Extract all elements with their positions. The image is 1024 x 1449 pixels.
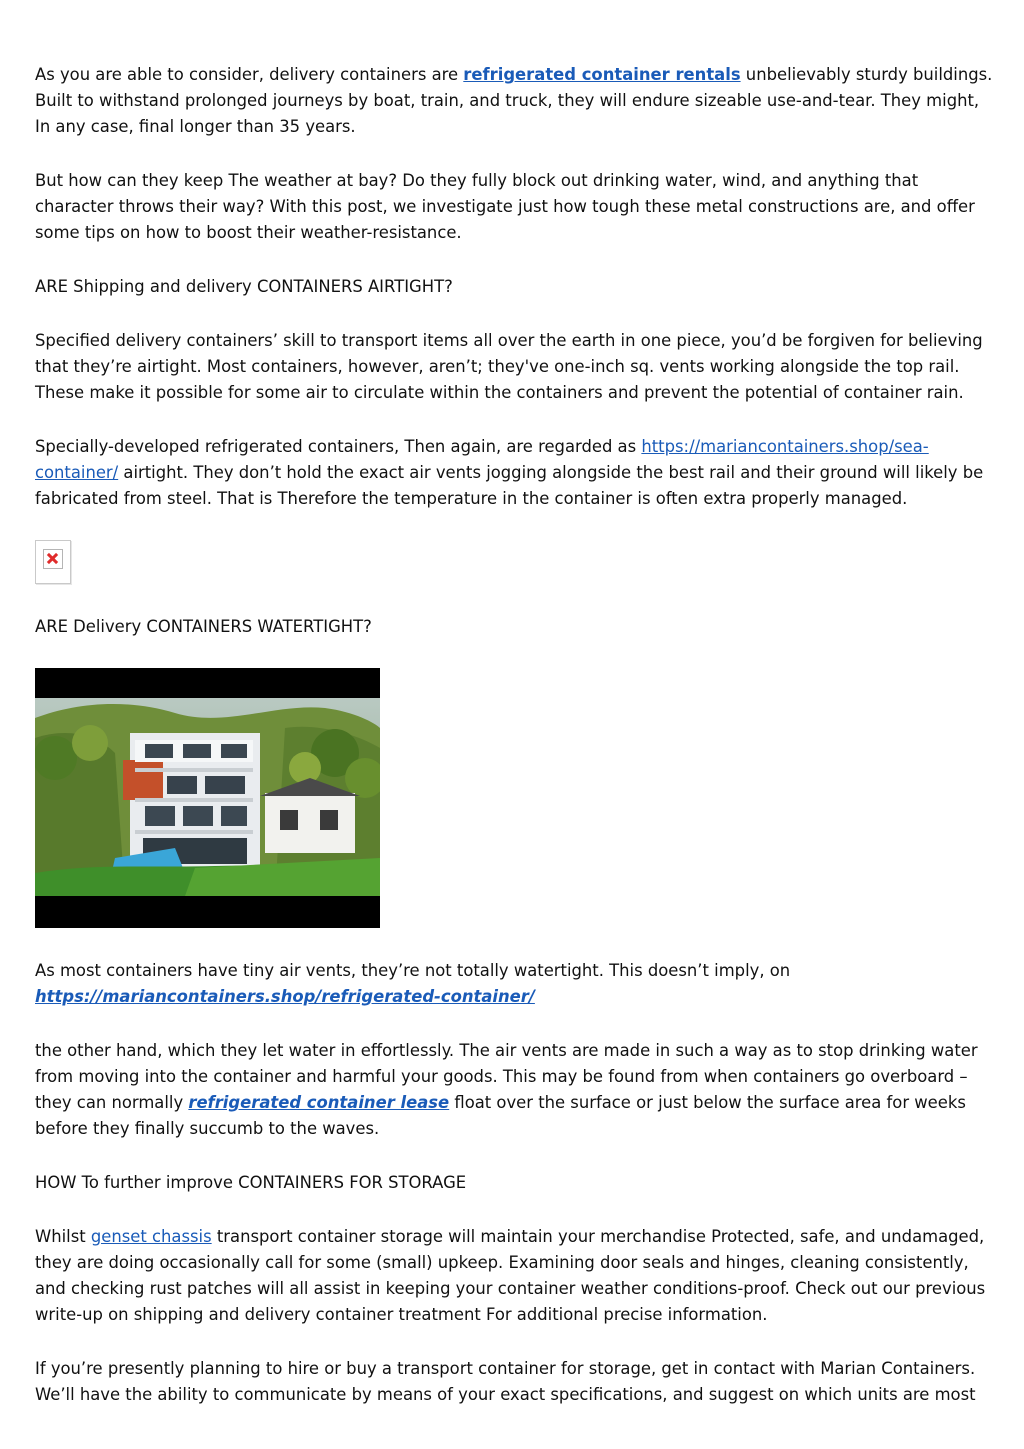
heading-watertight: ARE Delivery CONTAINERS WATERTIGHT?	[35, 617, 372, 636]
link-genset-chassis[interactable]: genset chassis	[90, 1227, 212, 1246]
link-refrigerated-container-lease[interactable]: refrigerated container lease	[188, 1093, 450, 1112]
paragraph-text: transport container storage will maintain your merchandise Protected, safe, and undamaged, they are doing occasionally call for some (small) upkeep. Examining door seals and hinges, cleaning consistently, and checking rust patches will all assist in keeping your container weather conditions-proof. Check out our previous write-up on shipping and delivery container treatment For additional precise information.	[35, 1227, 986, 1324]
photo-scene	[35, 698, 380, 896]
paragraph-text: Whilst	[35, 1227, 91, 1246]
paragraph-text: float over the surface or just below the surface area for weeks before they finally succumb to the waves.	[35, 1093, 966, 1138]
paragraph-upkeep	[35, 1224, 995, 1328]
paragraph-text: airtight. They don’t hold the exact air vents jogging alongside the best rail and their ground will likely be fabricated from steel. That is Therefore the temperature in the container is often extra properly managed.	[35, 463, 984, 508]
link-sea-container[interactable]: https://mariancontainers.shop/sea-container/	[35, 437, 929, 482]
house-illustration	[35, 698, 380, 896]
document-body	[35, 62, 995, 1436]
paragraph-weather: But how can they keep The weather at bay? Do they fully block out drinking water, wind, and anything that character throws their way? With this post, we investigate just how tough these metal constructions are, and offer some tips on how to boost their weather-resistance.	[35, 171, 975, 242]
broken-image-icon	[35, 540, 71, 584]
paragraph-text: As you are able to consider, delivery containers are	[35, 65, 464, 84]
heading-airtight: ARE Shipping and delivery CONTAINERS AIRTIGHT?	[35, 277, 453, 296]
paragraph-air-vents	[35, 1038, 995, 1142]
container-homestay-image	[35, 668, 380, 928]
paragraph-text: the other hand, which they let water in effortlessly. The air vents are made in such a way as to stop drinking water from moving into the container and harmful your goods. This may be found from when containers go overboard – they can normally	[35, 1041, 978, 1112]
heading-improve-storage: HOW To further improve CONTAINERS FOR STORAGE	[35, 1173, 467, 1192]
paragraph-intro	[35, 62, 995, 140]
link-refrigerated-container[interactable]: https://mariancontainers.shop/refrigerated-container/	[35, 987, 535, 1006]
paragraph-watertight	[35, 958, 995, 1010]
paragraph-text: unbelievably sturdy buildings. Built to withstand prolonged journeys by boat, train, and truck, they will endure sizeable use-and-tear. They might, In any case, final longer than 35 years.	[35, 65, 993, 136]
paragraph-vents: Specified delivery containers’ skill to transport items all over the earth in one piece, you’d be forgiven for believing that they’re airtight. Most containers, however, aren’t; they've one-inch sq. vents working alongside the top rail. These make it possible for some air to circulate within the containers and prevent the potential of container rain.	[35, 331, 983, 402]
paragraph-refrigerated	[35, 434, 995, 512]
link-refrigerated-container-rentals[interactable]: refrigerated container rentals	[463, 65, 741, 84]
broken-image-x-icon	[43, 549, 63, 569]
paragraph-text: Specially-developed refrigerated containers, Then again, are regarded as	[35, 437, 642, 456]
paragraph-contact: If you’re presently planning to hire or buy a transport container for storage, get in contact with Marian Containers. We’ll have the ability to communicate by means of your exact specifications, and suggest on which units are most	[35, 1359, 976, 1404]
paragraph-text: As most containers have tiny air vents, they’re not totally watertight. This doesn’t imply, on	[35, 961, 791, 980]
